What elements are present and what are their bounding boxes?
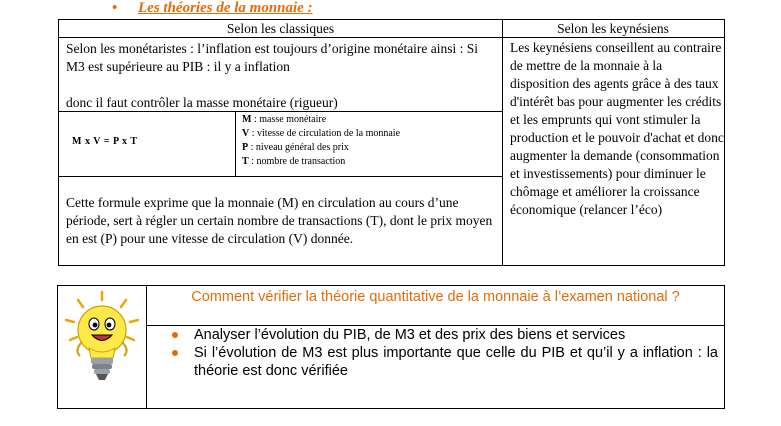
controle-text: donc il faut contrôler la masse monétaire (rigueur) [66, 95, 338, 110]
bullet-icon [172, 350, 178, 356]
list-item: Si l’évolution de M3 est plus importante que celle du PIB et qu’il y a inflation : la théorie est donc vérifiée [147, 344, 724, 380]
legend-item: M : masse monétaire [242, 114, 327, 125]
legend-item: V : vitesse de circulation de la monnaie [242, 128, 401, 139]
tip-icon-cell [58, 286, 147, 408]
header-classiques: Selon les classiques [59, 20, 502, 38]
legend-item: P : niveau général des prix [242, 142, 349, 153]
exam-tip-table [57, 285, 725, 409]
theory-table [58, 19, 725, 266]
monetaristes-text: Selon les monétaristes : l’inflation est toujours d’origine monétaire ainsi : Si M3 est supérieure au PIB : il y a inflation [66, 41, 479, 74]
heading-bullet: • [112, 0, 118, 16]
quantity-formula: M x V = P x T [72, 136, 138, 147]
tip-title: Comment vérifier la théorie quantitative de la monnaie à l’examen national ? [147, 286, 724, 326]
list-item: Analyser l’évolution du PIB, de M3 et des prix des biens et services [147, 326, 724, 344]
formula-row [59, 111, 502, 177]
keynesiens-text: Les keynésiens conseillent au contraire de mettre de la monnaie à la disposition des agents grâce à des taux d'intérêt bas pour augmenter les crédits et les emprunts qui vont stimuler la production et le pouvoir d'achat et donc augmenter la demande (consommation et investissements) pour diminuer le chômage et améliorer la croissance économique (relancer l’éco) [510, 40, 724, 217]
formula-explanation: Cette formule exprime que la monnaie (M) en circulation au cours d’une période, sert à régler un certain nombre de transactions (T), dont le prix moyen en est (P) pour une vitesse de circulation (V) donnée. [66, 195, 493, 246]
lightbulb-icon [58, 290, 146, 386]
header-keynesiens: Selon les keynésiens [502, 20, 724, 38]
bullet-icon [172, 332, 178, 338]
section-title: Les théories de la monnaie : [138, 0, 313, 16]
section-heading [112, 0, 313, 20]
legend-item: T : nombre de transaction [242, 156, 346, 167]
tip-list [147, 326, 724, 380]
formula-legend [235, 112, 503, 176]
